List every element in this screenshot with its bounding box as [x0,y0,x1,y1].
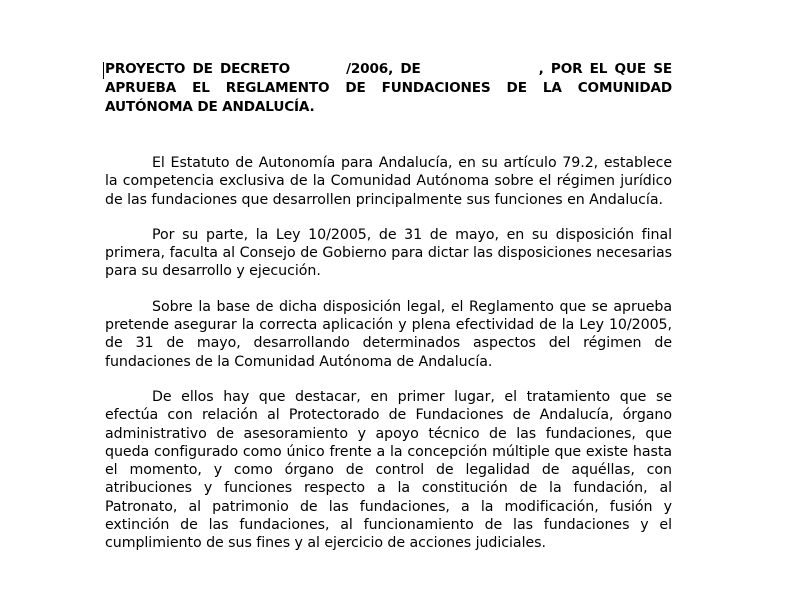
document-title [105,60,672,117]
paragraph-3: Sobre la base de dicha disposición legal, el Reglamento que se aprueba pretende asegurar la correcta aplicación y plena efectividad de la Ley 10/2005, de 31 de mayo, desarrollando determinados aspectos del régimen de fundaciones de la Comunidad Autónoma de Andalucía. [105,298,672,370]
title-part-3: , POR EL QUE SE APRUEBA EL REGLAMENTO DE FUNDACIONES DE LA COMUNIDAD AUTÓNOMA DE ANDALUCÍA. [105,61,672,115]
paragraph-1: El Estatuto de Autonomía para Andalucía, en su artículo 79.2, establece la competencia exclusiva de la Comunidad Autónoma sobre el régimen jurídico de las fundaciones que desarrollen principalmente sus funciones en Andalucía. [105,155,672,208]
title-part-1: PROYECTO DE DECRETO [105,61,291,77]
text-cursor [103,62,104,79]
title-part-2: /2006, DE [346,61,421,77]
document-body [105,154,672,570]
paragraph-4: De ellos hay que destacar, en primer lugar, el tratamiento que se efectúa con relación al Protectorado de Fundaciones de Andalucía, órgano administrativo de asesoramiento y apoyo técnico de las fundaciones, que queda configurado como único frente a la concepción múltiple que existe hasta el momento, y como órgano de control de legalidad de aquéllas, con atribuciones y funciones respecto a la constitución de la fundación, al Patronato, al patrimonio de las fundaciones, a la modificación, fusión y extinción de las fundaciones, al funcionamiento de las fundaciones y el cumplimiento de sus fines y al ejercicio de acciones judiciales. [105,388,672,552]
paragraph-2: Por su parte, la Ley 10/2005, de 31 de mayo, en su disposición final primera, faculta al Consejo de Gobierno para dictar las disposiciones necesarias para su desarrollo y ejecución. [105,226,672,280]
